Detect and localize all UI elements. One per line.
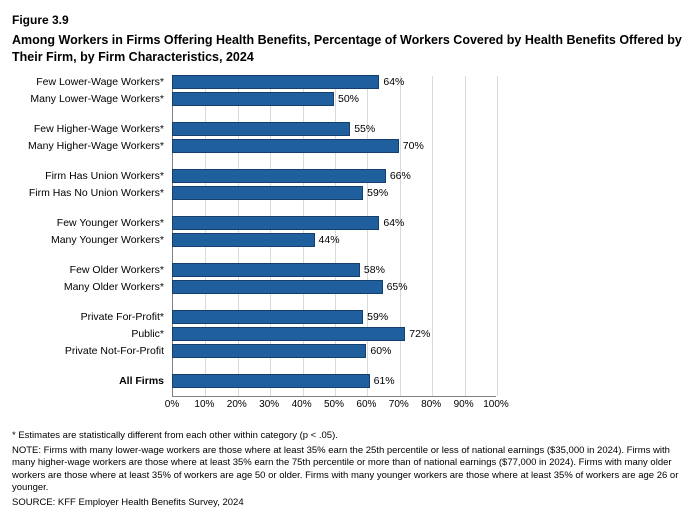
x-tick-label: 80% — [421, 399, 442, 410]
bar-category-label: Private Not-For-Profit — [64, 345, 164, 357]
bar-value-label: 70% — [402, 140, 424, 152]
bar-category-label: Private For-Profit* — [80, 311, 164, 323]
bar-row — [12, 326, 686, 342]
bar-value-label: 44% — [318, 234, 340, 246]
bar — [172, 374, 370, 388]
x-tick-label: 90% — [453, 399, 474, 410]
bar-value-label: 58% — [363, 264, 385, 276]
bar-row — [12, 91, 686, 107]
bar-row — [12, 138, 686, 154]
bar-category-label: Few Older Workers* — [69, 264, 164, 276]
bar-value-label: 59% — [367, 311, 389, 323]
bar-category-label: Few Lower-Wage Workers* — [36, 76, 164, 88]
bar-value-label: 61% — [373, 375, 395, 387]
bar — [172, 263, 360, 277]
bar — [172, 327, 405, 341]
bar-rows — [12, 72, 686, 392]
note-asterisk: * Estimates are statistically different from each other within category (p < .05). — [12, 430, 338, 441]
bar — [172, 280, 383, 294]
x-tick-label: 50% — [323, 399, 345, 410]
chart-area — [12, 72, 686, 410]
bar-row — [12, 168, 686, 184]
bar-row — [12, 279, 686, 295]
bar — [172, 310, 363, 324]
bar-category-label: Few Higher-Wage Workers* — [33, 123, 164, 135]
x-axis-line — [172, 396, 496, 397]
figure-notes — [12, 430, 682, 511]
bar-value-label: 64% — [383, 76, 405, 88]
bar — [172, 122, 350, 136]
bar-value-label: 55% — [354, 123, 376, 135]
bar-value-label: 66% — [389, 170, 411, 182]
bar-value-label: 60% — [370, 345, 392, 357]
bar-row — [12, 309, 686, 325]
bar-category-label: Few Younger Workers* — [56, 217, 164, 229]
bar-value-label: 72% — [409, 328, 431, 340]
x-tick-label: 100% — [483, 399, 509, 410]
bar-category-label: All Firms — [119, 375, 164, 387]
figure-number: Figure 3.9 — [12, 13, 69, 27]
x-tick-label: 0% — [164, 399, 180, 410]
bar-value-label: 50% — [338, 93, 360, 105]
x-tick-label: 60% — [356, 399, 377, 410]
note-body: NOTE: Firms with many lower-wage workers are those where at least 35% earn the 25th percentile or less of national earnings ($35,000 in 2024). Firms with many higher-wage workers are those where at least 35% earn the 75th percentile or more than of national earnings ($77,000 in 2024). Firms with many older workers are those where at least 35% of workers are age 50 or older. Firms with many younger workers are those where at least 35% of workers are age 26 or younger. — [12, 444, 679, 493]
bar-row — [12, 343, 686, 359]
note-source: SOURCE: KFF Employer Health Benefits Survey, 2024 — [12, 496, 244, 508]
bar-row — [12, 232, 686, 248]
bar-row — [12, 215, 686, 231]
bar-row — [12, 121, 686, 137]
x-tick-label: 20% — [226, 399, 247, 410]
bar-category-label: Firm Has No Union Workers* — [28, 187, 164, 199]
bar — [172, 75, 379, 89]
bar-value-label: 64% — [383, 217, 405, 229]
bar-row — [12, 74, 686, 90]
bar-category-label: Public* — [131, 328, 164, 340]
bar-value-label: 59% — [367, 187, 389, 199]
x-axis-ticks — [12, 398, 686, 412]
bar-category-label: Many Older Workers* — [63, 281, 164, 293]
bar-row — [12, 373, 686, 389]
bar — [172, 92, 334, 106]
bar — [172, 169, 386, 183]
bar-category-label: Many Lower-Wage Workers* — [30, 93, 164, 105]
bar-category-label: Firm Has Union Workers* — [45, 170, 164, 182]
bar-row — [12, 262, 686, 278]
x-tick-label: 70% — [388, 399, 409, 410]
x-tick-label: 30% — [259, 399, 280, 410]
bar-category-label: Many Higher-Wage Workers* — [28, 140, 164, 152]
bar — [172, 216, 379, 230]
bar — [172, 344, 366, 358]
figure-title: Among Workers in Firms Offering Health Benefits, Percentage of Workers Covered by Health Benefits Offered by Their Firm, by Firm Characteristics, 2024 — [12, 33, 682, 64]
x-tick-label: 10% — [194, 399, 215, 410]
bar-value-label: 65% — [386, 281, 408, 293]
bar — [172, 139, 399, 153]
bar — [172, 233, 315, 247]
x-tick-label: 40% — [291, 399, 312, 410]
bar-row — [12, 185, 686, 201]
bar — [172, 186, 363, 200]
bar-category-label: Many Younger Workers* — [50, 234, 164, 246]
